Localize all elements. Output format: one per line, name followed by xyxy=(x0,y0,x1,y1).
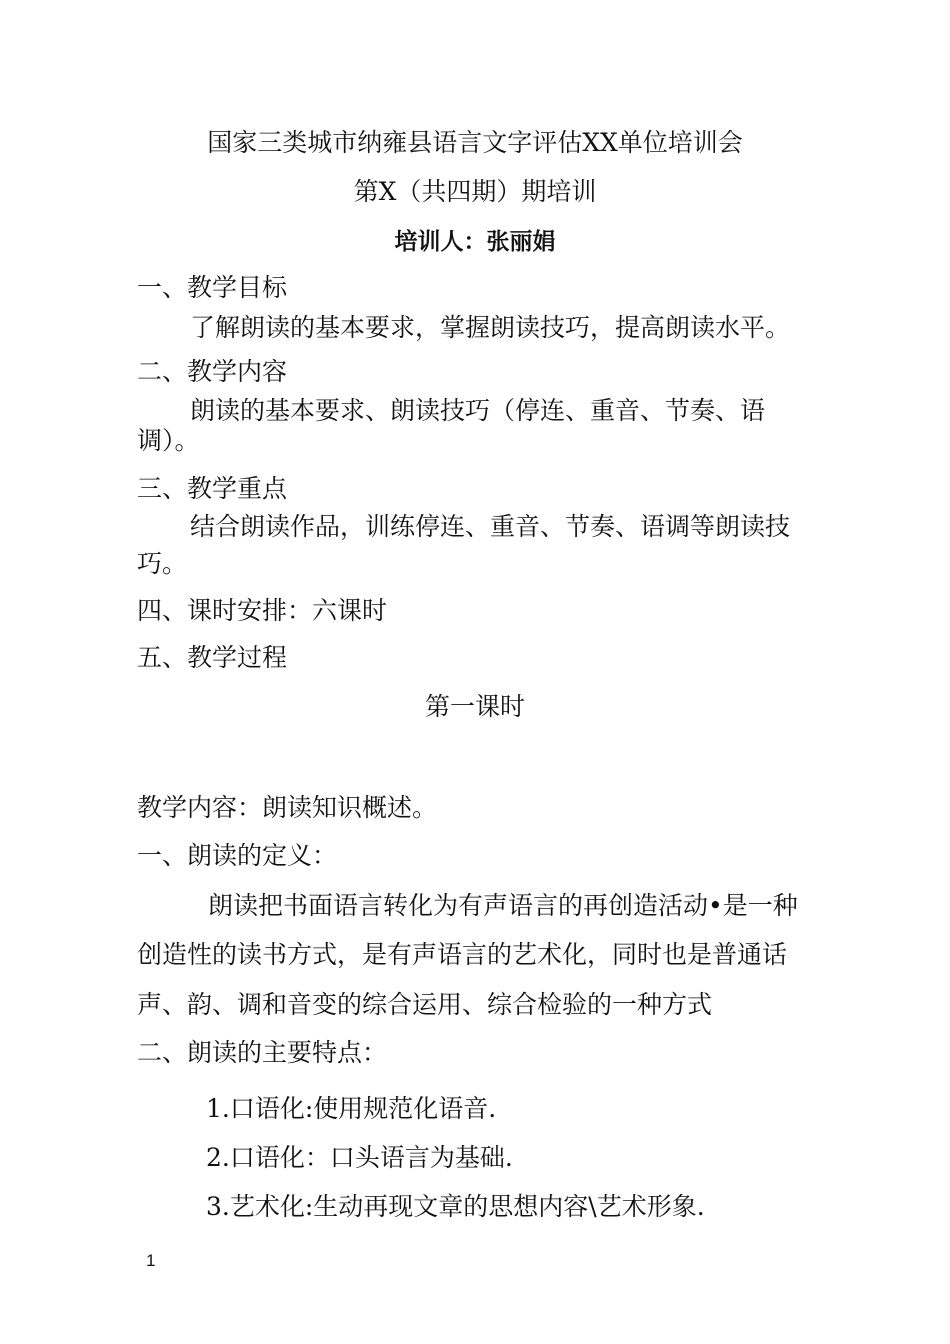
feature-item: 2.口语化：口头语言为基础. xyxy=(206,1143,513,1172)
section-heading-focus: 三、教学重点 xyxy=(137,474,288,503)
section-heading-schedule: 四、课时安排：六课时 xyxy=(137,596,388,625)
feature-item: 3.艺术化:生动再现文章的思想内容\艺术形象. xyxy=(206,1192,705,1221)
section-heading-content: 二、教学内容 xyxy=(137,357,288,386)
feature-item: 1.口语化:使用规范化语音. xyxy=(206,1094,497,1123)
definition-line-1: 朗读把书面语言转化为有声语言的再创造活动•是一种 xyxy=(208,891,798,920)
section-heading-process: 五、教学过程 xyxy=(137,643,288,672)
definition-line-3: 声、韵、调和音变的综合运用、综合检验的一种方式 xyxy=(137,990,713,1019)
section-body-objectives: 了解朗读的基本要求，掌握朗读技巧，提高朗读水平。 xyxy=(190,313,791,342)
section-heading-objectives: 一、教学目标 xyxy=(137,273,288,302)
page-number: 1 xyxy=(146,1251,156,1270)
trainer-line: 培训人：张丽娟 xyxy=(394,229,556,255)
document-title: 国家三类城市纳雍县语言文字评估XX单位培训会 xyxy=(207,128,743,157)
lesson-title: 第一课时 xyxy=(424,692,525,721)
section-body-content-line2: 调）。 xyxy=(137,426,200,455)
section-body-focus-line1: 结合朗读作品，训练停连、重音、节奏、语调等朗读技 xyxy=(190,512,791,541)
section-body-content-line1: 朗读的基本要求、朗读技巧（停连、重音、节奏、语 xyxy=(190,396,766,425)
definition-line-2: 创造性的读书方式，是有声语言的艺术化，同时也是普通话 xyxy=(137,940,788,969)
features-heading: 二、朗读的主要特点： xyxy=(137,1038,388,1067)
section-body-focus-line2: 巧。 xyxy=(137,549,188,578)
definition-heading: 一、朗读的定义： xyxy=(137,841,338,870)
document-subtitle: 第X（共四期）期培训 xyxy=(353,177,597,206)
lesson-content-label: 教学内容：朗读知识概述。 xyxy=(137,793,438,822)
